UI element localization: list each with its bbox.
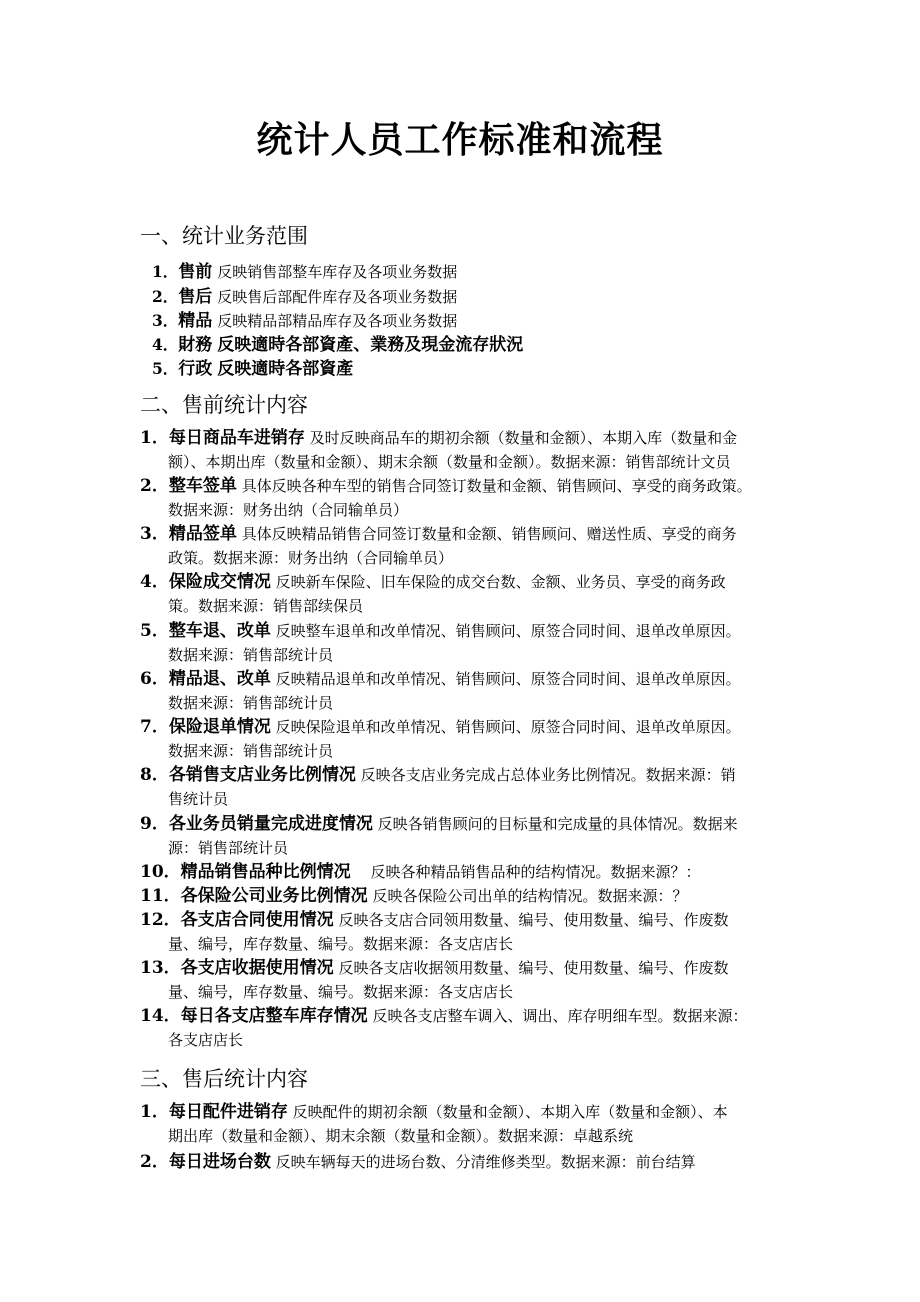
- aftersale-item-2: 2．每日进场台数 反映车辆每天的进场台数、分清维修类型。数据来源：前台结算: [140, 1152, 696, 1172]
- scope-item-1: 1．售前 反映销售部整车库存及各项业务数据: [152, 262, 458, 282]
- page-title: 统计人员工作标准和流程: [256, 119, 664, 161]
- presale-item-13: 13．各支店收据使用情况 反映各支店收据领用数量、编号、使用数量、编号、作废数 量、编号，库存数量、编号。数据来源：各支店店长: [140, 958, 729, 1001]
- scope-item-3: 3．精品 反映精品部精品库存及各项业务数据: [152, 311, 458, 331]
- presale-item-14: 14．每日各支店整车库存情况 反映各支店整车调入、调出、库存明细车型。数据来源： 各支店店长: [140, 1006, 748, 1049]
- presale-item-8: 8．各销售支店业务比例情况 反映各支店业务完成占总体业务比例情况。数据来源：销 售统计员: [140, 765, 736, 808]
- presale-item-12: 12．各支店合同使用情况 反映各支店合同领用数量、编号、使用数量、编号、作废数 量、编号，库存数量、编号。数据来源：各支店店长: [140, 910, 729, 953]
- aftersale-item-1: 1．每日配件进销存 反映配件的期初余额（数量和金额）、本期入库（数量和金额）、本 期出库（数量和金额）、期末余额（数量和金额）。数据来源：卓越系统: [140, 1102, 728, 1145]
- presale-item-11: 11．各保险公司业务比例情况 反映各保险公司出单的结构情况。数据来源：？: [140, 886, 688, 906]
- presale-item-4: 4．保险成交情况 反映新车保险、旧车保险的成交台数、金额、业务员、享受的商务政 策。数据来源：销售部续保员: [140, 572, 726, 615]
- presale-item-1: 1．每日商品车进销存 及时反映商品车的期初余额（数量和金额）、本期入库（数量和金 额）、本期出库（数量和金额）、期末余额（数量和金额）。数据来源：销售部统计文员: [140, 428, 738, 471]
- scope-item-5: 5．行政 反映適時各部資產: [152, 359, 354, 379]
- presale-item-6: 6．精品退、改单 反映精品退单和改单情况、销售顾问、原签合同时间、退单改单原因。 数据来源：销售部统计员: [140, 669, 741, 712]
- scope-item-2: 2．售后 反映售后部配件库存及各项业务数据: [152, 287, 458, 307]
- section-1-heading: 一、统计业务范围: [140, 224, 308, 248]
- presale-item-5: 5．整车退、改单 反映整车退单和改单情况、销售顾问、原签合同时间、退单改单原因。 数据来源：销售部统计员: [140, 621, 741, 664]
- section-3-heading: 三、售后统计内容: [140, 1067, 308, 1091]
- presale-item-9: 9．各业务员销量完成进度情况 反映各销售顾问的目标量和完成量的具体情况。数据来 源：销售部统计员: [140, 814, 738, 857]
- section-2-heading: 二、售前统计内容: [140, 393, 308, 417]
- presale-item-3: 3．精品签单 具体反映精品销售合同签订数量和金额、销售顾问、赠送性质、享受的商务 政策。数据来源：财务出纳（合同输单员）: [140, 524, 737, 567]
- presale-item-10: 10．精品销售品种比例情况 反映各种精品销售品种的结构情况。数据来源？：: [140, 862, 701, 882]
- scope-item-4: 4．財務 反映適時各部資產、業務及現金流存狀況: [152, 335, 524, 355]
- presale-item-7: 7．保险退单情况 反映保险退单和改单情况、销售顾问、原签合同时间、退单改单原因。 数据来源：销售部统计员: [140, 717, 741, 760]
- presale-item-2: 2．整车签单 具体反映各种车型的销售合同签订数量和金额、销售顾问、享受的商务政策。 数据来源：财务出纳（合同输单员）: [140, 476, 752, 519]
